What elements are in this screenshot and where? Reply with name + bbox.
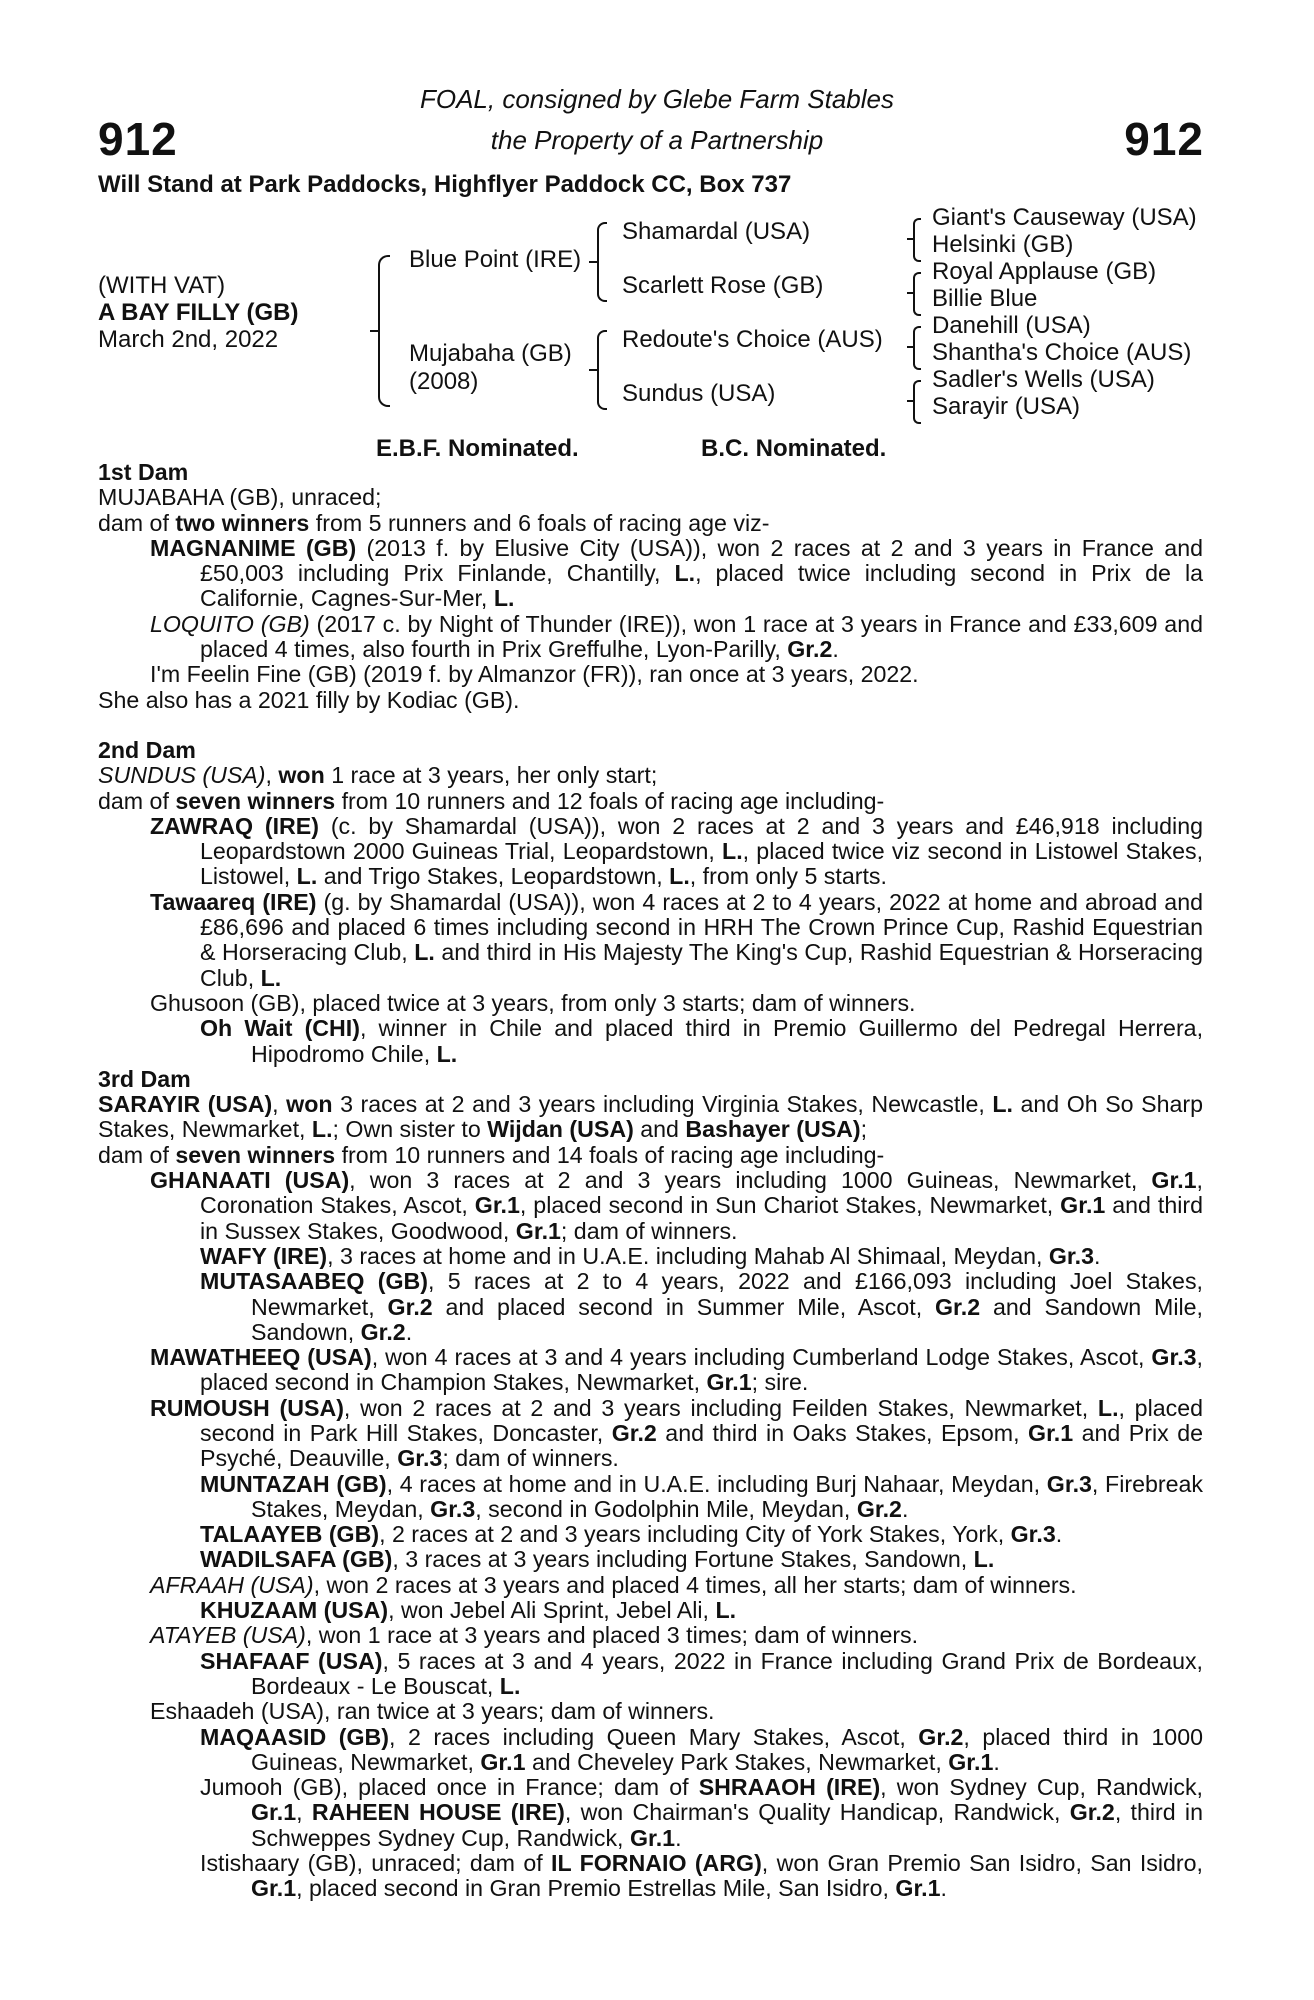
- brace-subject: [378, 255, 390, 407]
- lot-number-left: 912: [98, 113, 178, 165]
- grand-produce-entry: MUNTAZAH (GB), 4 races at home and in U.A.E. including Burj Nahaar, Meydan, Gr.3, Firebreak Stakes, Meydan, Gr.3, second in Godolphin Mile, Meydan, Gr.2.: [200, 1470, 1203, 1522]
- dam-dam: Sundus (USA): [622, 380, 776, 407]
- second-dam-heading: 2nd Dam: [98, 736, 196, 763]
- sdd: Billie Blue: [932, 285, 1038, 312]
- ddd: Sarayir (USA): [932, 393, 1081, 420]
- produce-entry: MAWATHEEQ (USA), won 4 races at 3 and 4 years including Cumberland Lodge Stakes, Ascot, Gr.3, placed second in Champion Stakes, Newmarket, Gr.1; sire.: [150, 1344, 1203, 1396]
- vat-note: (WITH VAT): [98, 272, 226, 299]
- stand-location: Will Stand at Park Paddocks, Highflyer Paddock CC, Box 737: [98, 171, 792, 198]
- grand-produce-entry: Jumooh (GB), placed once in France; dam of SHRAAOH (IRE), won Sydney Cup, Randwick, Gr.1, RAHEEN HOUSE (IRE), won Chairman's Quality Handicap, Randwick, Gr.2, third in Schweppes Sydney Cup, Randwick, Gr.1.: [200, 1774, 1203, 1851]
- horse-name: A BAY FILLY (GB): [98, 299, 299, 326]
- first-dam-heading: 1st Dam: [98, 459, 189, 485]
- produce-entry: AFRAAH (USA), won 2 races at 3 years and placed 4 times, all her starts; dam of winners.: [150, 1571, 1077, 1598]
- third-dam-line: SARAYIR (USA), won 3 races at 2 and 3 years including Virginia Stakes, Newcastle, L. and Oh So Sharp Stakes, Newmarket, L.; Own sister to Wijdan (USA) and Bashayer (USA);: [98, 1091, 1203, 1143]
- foaling-date: March 2nd, 2022: [98, 326, 279, 353]
- property-line: the Property of a Partnership: [490, 125, 824, 155]
- brace-sd: [913, 272, 921, 316]
- ebf-nominated: E.B.F. Nominated.: [376, 435, 579, 462]
- produce-entry: ZAWRAQ (IRE) (c. by Shamardal (USA)), won 2 races at 2 and 3 years and £46,918 including Leopardstown 2000 Guineas Trial, Leopardstown, L., placed twice viz second in Listowel Stakes, Listowel, L. and Trigo Stakes, Leopardstown, L., from only 5 starts.: [150, 812, 1204, 890]
- first-dam-line: dam of two winners from 5 runners and 6 foals of racing age viz-: [98, 509, 770, 536]
- produce-entry: RUMOUSH (USA), won 2 races at 2 and 3 years including Feilden Stakes, Newmarket, L., placed second in Park Hill Stakes, Doncaster, Gr.2 and third in Oaks Stakes, Epsom, Gr.1 and Prix de Psyché, Deauville, Gr.3; dam of winners.: [150, 1394, 1204, 1472]
- grand-produce-entry: KHUZAAM (USA), won Jebel Ali Sprint, Jebel Ali, L.: [200, 1597, 737, 1624]
- produce-entry: LOQUITO (GB) (2017 c. by Night of Thunder (IRE)), won 1 race at 3 years in France and £33,609 and placed 4 times, also fourth in Prix Greffulhe, Lyon-Parilly, Gr.2.: [150, 610, 1203, 663]
- grand-produce-entry: Istishaary (GB), unraced; dam of IL FORNAIO (ARG), won Gran Premio San Isidro, San Isidro, Gr.1, placed second in Gran Premio Estrellas Mile, San Isidro, Gr.1.: [200, 1850, 1203, 1902]
- ssd: Helsinki (GB): [932, 231, 1074, 258]
- sss: Giant's Causeway (USA): [932, 204, 1197, 231]
- brace-ss: [913, 218, 921, 262]
- consignor-line: FOAL, consigned by Glebe Farm Stables: [419, 84, 894, 114]
- catalogue-body: [98, 460, 1203, 1902]
- first-dam-line: MUJABAHA (GB), unraced;: [98, 484, 382, 511]
- produce-entry: MAGNANIME (GB) (2013 f. by Elusive City (USA)), won 2 races at 2 and 3 years in France and £50,003 including Prix Finlande, Chantilly, L., placed twice including second in Prix de la Californie, Cagnes-Sur-Mer, L.: [150, 534, 1203, 612]
- dds: Sadler's Wells (USA): [932, 366, 1155, 393]
- dss: Danehill (USA): [932, 312, 1091, 339]
- brace-dd: [913, 380, 921, 424]
- third-dam-heading: 3rd Dam: [98, 1065, 191, 1092]
- dam-name: Mujabaha (GB): [409, 340, 572, 367]
- grand-produce-entry: WADILSAFA (GB), 3 races at 3 years including Fortune Stakes, Sandown, L.: [200, 1546, 995, 1573]
- brace-ds: [913, 326, 921, 370]
- bc-nominated: B.C. Nominated.: [701, 435, 887, 462]
- grand-produce-entry: TALAAYEB (GB), 2 races at 2 and 3 years including City of York Stakes, York, Gr.3.: [200, 1521, 1063, 1548]
- grand-produce-entry: SHAFAAF (USA), 5 races at 3 and 4 years, 2022 in France including Grand Prix de Bordeaux, Bordeaux - Le Bouscat, L.: [200, 1647, 1203, 1699]
- grand-produce-entry: MUTASAABEQ (GB), 5 races at 2 to 4 years, 2022 and £166,093 including Joel Stakes, Newmarket, Gr.2 and placed second in Summer Mile, Ascot, Gr.2 and Sandown Mile, Sandown, Gr.2.: [200, 1268, 1203, 1345]
- produce-entry: Ghusoon (GB), placed twice at 3 years, from only 3 starts; dam of winners.: [150, 989, 916, 1016]
- grand-produce-entry: Oh Wait (CHI), winner in Chile and placed third in Premio Guillermo del Pedregal Herrera, Hipodromo Chile, L.: [200, 1015, 1204, 1067]
- produce-entry: Tawaareq (IRE) (g. by Shamardal (USA)), won 4 races at 2 to 4 years, 2022 at home and abroad and £86,696 and placed 6 times including second in HRH The Crown Prince Cup, Rashid Equestrian & Horseracing Club, L. and third in His Majesty The King's Cup, Rashid Equestrian & Horseracing Club, L.: [150, 888, 1203, 991]
- dam-sire: Redoute's Choice (AUS): [622, 326, 883, 353]
- produce-entry: Eshaadeh (USA), ran twice at 3 years; dam of winners.: [150, 1698, 715, 1725]
- dam-year: (2008): [409, 368, 479, 395]
- sds: Royal Applause (GB): [932, 258, 1157, 285]
- grand-produce-entry: MAQAASID (GB), 2 races including Queen Mary Stakes, Ascot, Gr.2, placed third in 1000 Guineas, Newmarket, Gr.1 and Cheveley Park Stakes, Newmarket, Gr.1.: [200, 1723, 1203, 1775]
- sire-name: Blue Point (IRE): [409, 246, 582, 273]
- first-dam-line: She also has a 2021 filly by Kodiac (GB).: [98, 686, 520, 713]
- produce-entry: I'm Feelin Fine (GB) (2019 f. by Almanzor (FR)), ran once at 3 years, 2022.: [150, 661, 919, 688]
- second-dam-line: SUNDUS (USA), won 1 race at 3 years, her only start;: [98, 762, 658, 789]
- sire-sire: Shamardal (USA): [622, 218, 811, 245]
- brace-sire: [597, 222, 607, 302]
- second-dam-line: dam of seven winners from 10 runners and 12 foals of racing age including-: [98, 787, 885, 814]
- dsd: Shantha's Choice (AUS): [932, 339, 1192, 366]
- produce-entry: ATAYEB (USA), won 1 race at 3 years and placed 3 times; dam of winners.: [150, 1622, 919, 1649]
- grand-produce-entry: WAFY (IRE), 3 races at home and in U.A.E. including Mahab Al Shimaal, Meydan, Gr.3.: [200, 1242, 1101, 1269]
- brace-dam: [597, 330, 607, 410]
- third-dam-line: dam of seven winners from 10 runners and 14 foals of racing age including-: [98, 1141, 885, 1168]
- sire-dam: Scarlett Rose (GB): [622, 272, 824, 299]
- lot-number-right: 912: [1124, 113, 1204, 165]
- produce-entry: GHANAATI (USA), won 3 races at 2 and 3 years including 1000 Guineas, Newmarket, Gr.1, Coronation Stakes, Ascot, Gr.1, placed second in Sun Chariot Stakes, Newmarket, Gr.1 and third in Sussex Stakes, Goodwood, Gr.1; dam of winners.: [150, 1167, 1203, 1244]
